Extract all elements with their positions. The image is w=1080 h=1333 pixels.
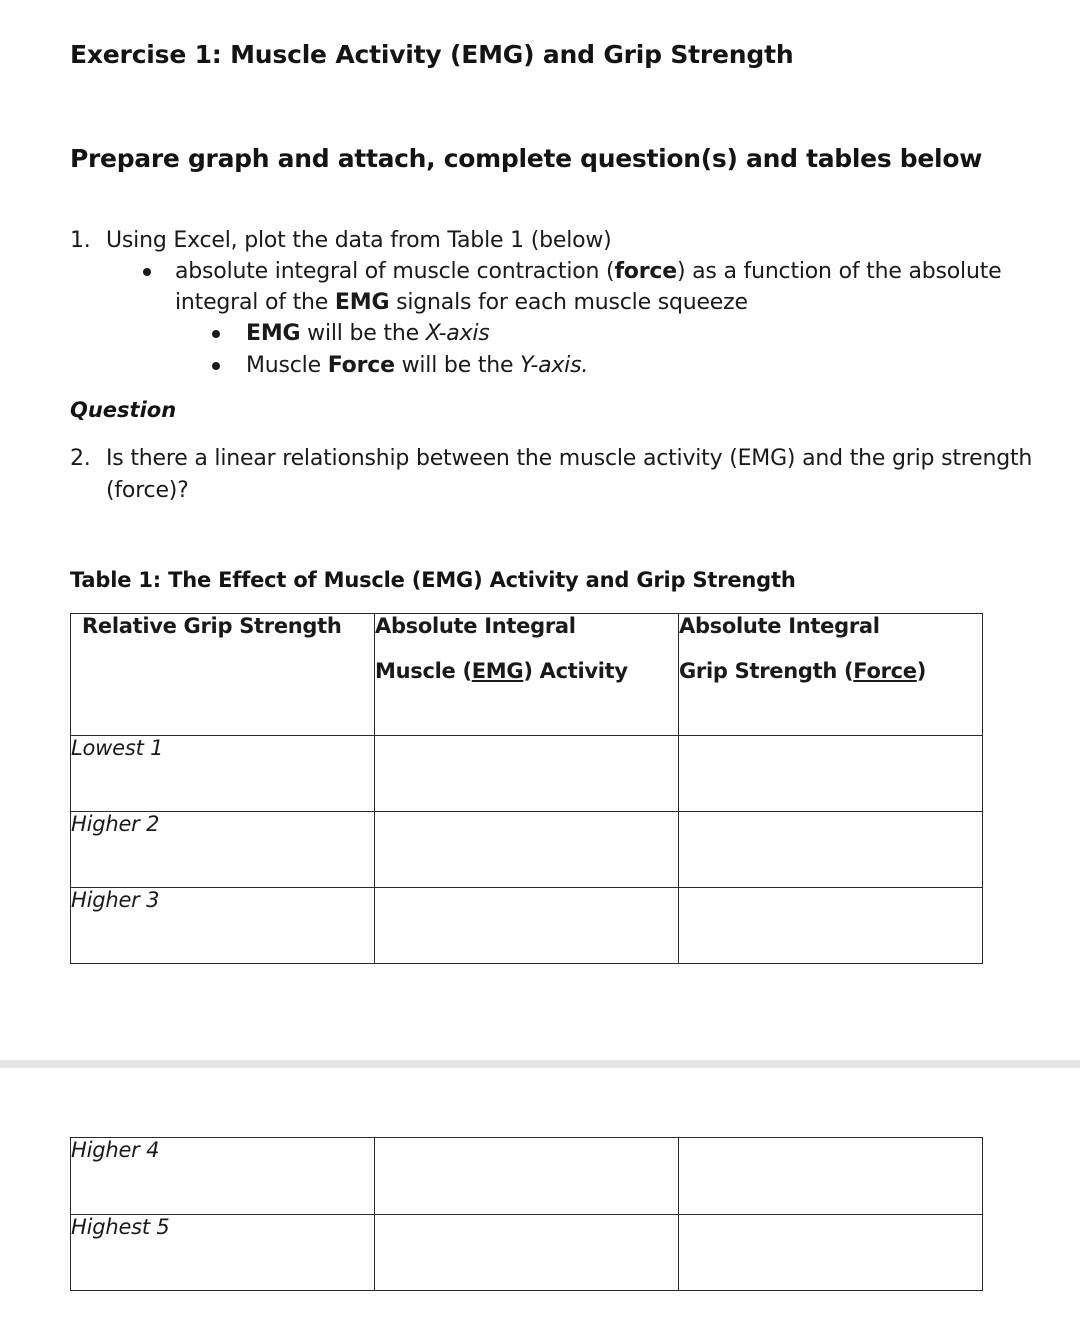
table-row xyxy=(71,888,983,964)
table-row xyxy=(71,812,983,888)
row-label: Higher 4 xyxy=(71,1138,375,1215)
sub-bullet-y-axis: Muscle Force will be the Y-axis. xyxy=(246,353,589,378)
table-row xyxy=(71,736,983,812)
sub-bullet-x-axis: EMG will be the X-axis xyxy=(246,321,490,346)
row-label: Higher 3 xyxy=(71,888,375,964)
emg-value-cell[interactable] xyxy=(375,812,679,888)
row-label: Lowest 1 xyxy=(71,736,375,812)
force-value-cell[interactable] xyxy=(679,1215,983,1291)
item-2-line-1: Is there a linear relationship between the muscle activity (EMG) and the grip strength xyxy=(106,446,1033,471)
emg-value-cell[interactable] xyxy=(375,1138,679,1215)
instructions-heading: Prepare graph and attach, complete question(s) and tables below xyxy=(70,144,982,173)
emg-value-cell[interactable] xyxy=(375,736,679,812)
emg-value-cell[interactable] xyxy=(375,888,679,964)
force-value-cell[interactable] xyxy=(679,1138,983,1215)
bullet-icon xyxy=(212,362,220,370)
page-title: Exercise 1: Muscle Activity (EMG) and Grip Strength xyxy=(70,40,794,69)
data-table xyxy=(70,613,983,964)
row-label: Higher 2 xyxy=(71,812,375,888)
header-relative-grip-strength: Relative Grip Strength xyxy=(71,614,375,736)
force-value-cell[interactable] xyxy=(679,888,983,964)
row-label: Highest 5 xyxy=(71,1215,375,1291)
item-1-text: Using Excel, plot the data from Table 1 (below) xyxy=(106,228,612,253)
header-grip-strength-force: Absolute Integral Grip Strength (Force) xyxy=(679,614,983,736)
bullet-1-line-1: absolute integral of muscle contraction (force) as a function of the absolute xyxy=(175,259,1002,284)
header-emg-activity: Absolute Integral Muscle (EMG) Activity xyxy=(375,614,679,736)
bullet-icon xyxy=(212,330,220,338)
item-2-number: 2. xyxy=(70,446,91,471)
table-header-row xyxy=(71,614,983,736)
bullet-1-line-2: integral of the EMG signals for each muscle squeeze xyxy=(175,290,748,315)
table-row xyxy=(71,1138,983,1215)
data-table-continued xyxy=(70,1137,983,1291)
table-caption: Table 1: The Effect of Muscle (EMG) Activity and Grip Strength xyxy=(70,568,796,592)
table-row xyxy=(71,1215,983,1291)
question-heading: Question xyxy=(70,398,177,422)
force-value-cell[interactable] xyxy=(679,812,983,888)
force-value-cell[interactable] xyxy=(679,736,983,812)
bullet-icon xyxy=(143,268,151,276)
page-break-divider xyxy=(0,1060,1080,1068)
emg-value-cell[interactable] xyxy=(375,1215,679,1291)
item-1-number: 1. xyxy=(70,228,91,253)
item-2-line-2: (force)? xyxy=(106,478,189,503)
